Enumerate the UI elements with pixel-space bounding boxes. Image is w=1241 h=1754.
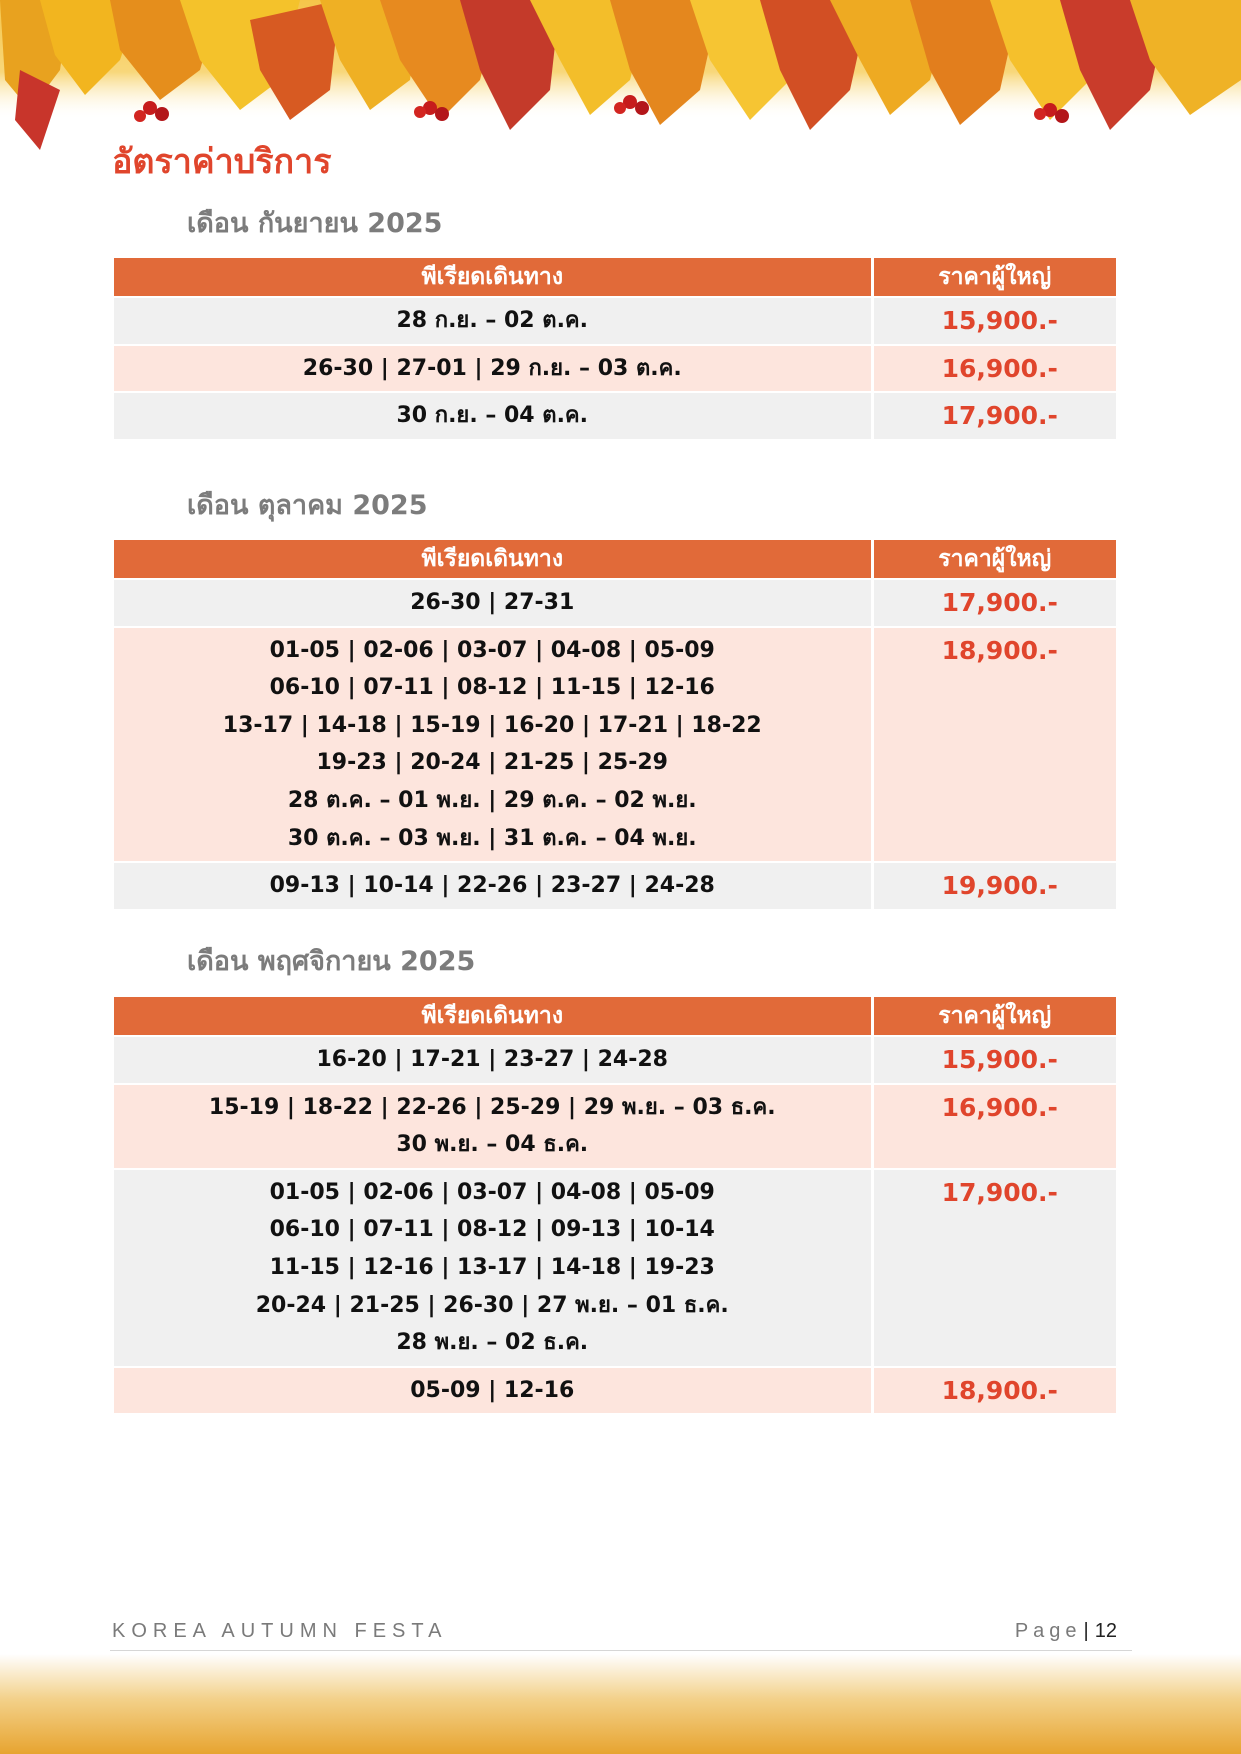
period-line: 26-30 | 27-31 [410,590,575,615]
column-header-period: พีเรียดเดินทาง [114,997,872,1036]
period-cell [114,627,872,863]
period-cell [114,862,872,910]
table-row [114,1367,1116,1415]
period-cell [114,345,872,393]
period-line: 15-19 | 18-22 | 22-26 | 25-29 | 29 พ.ย. – 03 ธ.ค. [208,1094,776,1120]
rate-table-november [114,997,1116,1415]
table-body [114,579,1116,910]
table-body [114,297,1116,440]
column-header-price: ราคาผู้ใหญ่ [872,540,1116,579]
period-cell [114,297,872,345]
price-cell: 16,900.- [872,1084,1116,1169]
table-row [114,392,1116,440]
page-number-block [1015,1620,1117,1643]
table-row [114,627,1116,863]
table-body [114,1036,1116,1414]
period-line: 06-10 | 07-11 | 08-12 | 09-13 | 10-14 [269,1217,715,1243]
period-line: 20-24 | 21-25 | 26-30 | 27 พ.ย. – 01 ธ.ค. [255,1292,729,1318]
price-cell: 19,900.- [872,862,1116,910]
period-cell [114,1084,872,1169]
table-row [114,297,1116,345]
price-cell: 17,900.- [872,392,1116,440]
period-cell [114,392,872,440]
table-row [114,1084,1116,1169]
period-line: 26-30 | 27-01 | 29 ก.ย. – 03 ต.ค. [302,355,682,381]
period-line: 30 ต.ค. – 03 พ.ย. | 31 ต.ค. – 04 พ.ย. [287,825,697,851]
price-cell: 15,900.- [872,297,1116,345]
page-separator: | [1083,1620,1089,1642]
period-line: 05-09 | 12-16 [410,1377,575,1403]
period-line: 13-17 | 14-18 | 15-19 | 16-20 | 17-21 | 18-22 [222,712,762,738]
page-number: 12 [1094,1620,1117,1642]
table-row [114,1036,1116,1084]
table-row [114,1169,1116,1367]
autumn-leaves-banner [0,0,1241,160]
price-cell: 16,900.- [872,345,1116,393]
period-line: 30 พ.ย. – 04 ธ.ค. [396,1132,589,1158]
table-row [114,862,1116,910]
price-cell: 18,900.- [872,627,1116,863]
period-cell [114,1169,872,1367]
price-cell: 17,900.- [872,579,1116,627]
bottom-gradient-band [0,1654,1241,1754]
period-line: 11-15 | 12-16 | 13-17 | 14-18 | 19-23 [269,1254,715,1280]
table-row [114,345,1116,393]
column-header-period: พีเรียดเดินทาง [114,258,872,297]
price-cell: 18,900.- [872,1367,1116,1415]
page-label: Page [1014,1620,1082,1642]
period-line: 19-23 | 20-24 | 21-25 | 25-29 [316,750,668,776]
column-header-price: ราคาผู้ใหญ่ [872,997,1116,1036]
month-heading-november: เดือน พฤศจิกายน 2025 [187,946,476,977]
period-cell [114,579,872,627]
column-header-price: ราคาผู้ใหญ่ [872,258,1116,297]
period-line: 09-13 | 10-14 | 22-26 | 23-27 | 24-28 [269,873,715,899]
rate-table-september [114,258,1116,441]
column-header-period: พีเรียดเดินทาง [114,540,872,579]
table-row [114,579,1116,627]
period-line: 30 ก.ย. – 04 ต.ค. [396,403,588,429]
period-line: 28 ต.ค. – 01 พ.ย. | 29 ต.ค. – 02 พ.ย. [287,787,697,813]
month-heading-september: เดือน กันยายน 2025 [187,208,443,239]
leaf-cluster [0,0,1241,150]
period-line: 01-05 | 02-06 | 03-07 | 04-08 | 05-09 [269,1179,715,1205]
page-title: อัตราค่าบริการ [112,142,332,182]
price-cell: 15,900.- [872,1036,1116,1084]
period-cell [114,1367,872,1415]
period-line: 16-20 | 17-21 | 23-27 | 24-28 [316,1047,668,1072]
period-cell [114,1036,872,1084]
rate-table-october [114,540,1116,911]
price-cell: 17,900.- [872,1169,1116,1367]
period-line: 28 พ.ย. – 02 ธ.ค. [396,1330,589,1356]
period-line: 28 ก.ย. – 02 ต.ค. [396,308,588,333]
period-line: 01-05 | 02-06 | 03-07 | 04-08 | 05-09 [269,637,715,663]
month-heading-october: เดือน ตุลาคม 2025 [187,490,428,521]
footer-divider [110,1650,1132,1651]
period-line: 06-10 | 07-11 | 08-12 | 11-15 | 12-16 [269,675,715,701]
footer-brand: KOREA AUTUMN FESTA [112,1620,448,1642]
